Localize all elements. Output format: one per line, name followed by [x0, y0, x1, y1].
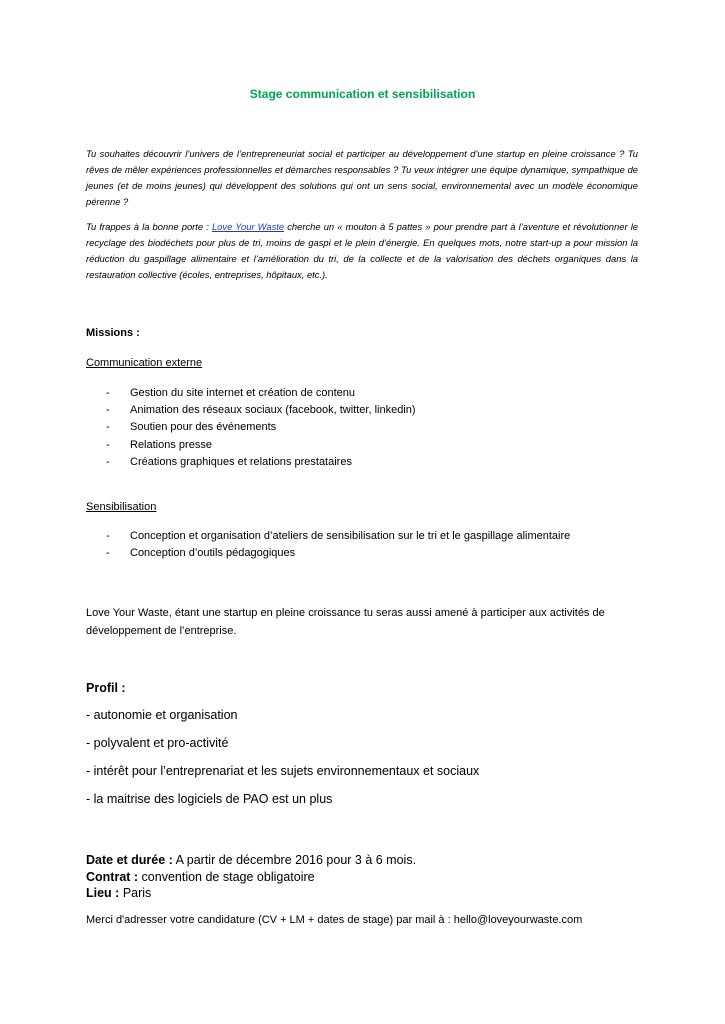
- list-item: [86, 437, 646, 454]
- intro-text-2-after: cherche un « mouton à 5 pattes » pour prendre part à l’aventure et révolutionner le recyclage des biodéchets pour plus de tri, moins de gaspi et le plein d’énergie. En quelques mots, notre start-up a pour mission la réduction du gaspillage alimentaire et l’amélioration du tri, de la collecte et de la valorisation des déchets organiques dans la restauration collective (écoles, entreprises, hôpitaux, etc.).: [86, 221, 638, 280]
- date-value: A partir de décembre 2016 pour 3 à 6 mois.: [172, 853, 417, 867]
- location-label: Lieu :: [86, 886, 120, 900]
- list-item-text: Conception et organisation d’ateliers de sensibilisation sur le tri et le gaspillage alimentaire: [130, 530, 571, 542]
- list-dash: -: [106, 530, 110, 542]
- page-title: Stage communication et sensibilisation: [249, 87, 476, 101]
- intro-text-2-before: Tu frappes à la bonne porte :: [86, 221, 212, 232]
- list-item: [86, 454, 646, 471]
- list-item: [86, 385, 646, 402]
- intro-paragraph-2: [86, 219, 638, 283]
- list-dash: -: [106, 455, 110, 468]
- profil-item: - intérêt pour l’entreprenariat et les sujets environnementaux et sociaux: [86, 764, 480, 778]
- date-line: [86, 852, 416, 869]
- terms-block: [86, 852, 416, 902]
- list-item-text: Créations graphiques et relations prestataires: [130, 455, 352, 468]
- list-item: [86, 402, 646, 419]
- love-your-waste-link[interactable]: Love Your Waste: [211, 221, 285, 232]
- sensibilisation-heading: Sensibilisation: [86, 501, 157, 513]
- contract-line: [86, 869, 416, 886]
- communication-list: [86, 385, 646, 471]
- list-dash: -: [106, 387, 110, 399]
- sensibilisation-list: [86, 528, 646, 562]
- list-dash: -: [106, 421, 110, 434]
- list-item-text: Relations presse: [130, 438, 212, 451]
- location-value: Paris: [119, 886, 152, 900]
- growth-paragraph: Love Your Waste, étant une startup en pleine croissance tu seras aussi amené à participer aux activités de développement de l’entreprise.: [86, 607, 605, 637]
- list-item-text: Soutien pour des événements: [130, 421, 277, 434]
- intro-text-1: Tu souhaites découvrir l’univers de l’entrepreneuriat social et participer au développement d’une startup en pleine croissance ? Tu rêves de mêler expériences professionnelles et démarches responsables ? Tu veux intégrer une équipe dynamique, sympathique de jeunes (et de moins jeunes) qui développent des solutions qui ont un sens social, environnemental avec un modèle économique pérenne ?: [86, 148, 638, 207]
- intro-text-2: [86, 219, 638, 283]
- profil-item: - la maitrise des logiciels de PAO est un plus: [86, 792, 333, 806]
- list-item-text: Gestion du site internet et création de contenu: [130, 387, 356, 399]
- profil-item: - polyvalent et pro-activité: [86, 736, 229, 750]
- list-item-text: Conception d’outils pédagogiques: [130, 547, 296, 560]
- contact-line: Merci d'adresser votre candidature (CV + LM + dates de stage) par mail à : hello@loveyourwaste.com: [86, 914, 583, 926]
- list-item: [86, 528, 646, 545]
- location-line: [86, 885, 416, 902]
- contract-label: Contrat :: [86, 869, 139, 884]
- date-label: Date et durée :: [86, 853, 173, 867]
- list-item: [86, 545, 646, 562]
- list-item: [86, 419, 646, 436]
- intro-paragraph-1: [86, 146, 638, 210]
- list-dash: -: [106, 404, 110, 417]
- list-item-text: Animation des réseaux sociaux (facebook, twitter, linkedin): [130, 404, 416, 417]
- communication-heading: Communication externe: [86, 357, 203, 369]
- missions-heading: Missions :: [86, 327, 140, 339]
- list-dash: -: [106, 547, 110, 560]
- profil-item: - autonomie et organisation: [86, 708, 238, 722]
- profil-heading: Profil :: [86, 681, 126, 695]
- contract-value: convention de stage obligatoire: [138, 869, 315, 884]
- list-dash: -: [106, 438, 110, 451]
